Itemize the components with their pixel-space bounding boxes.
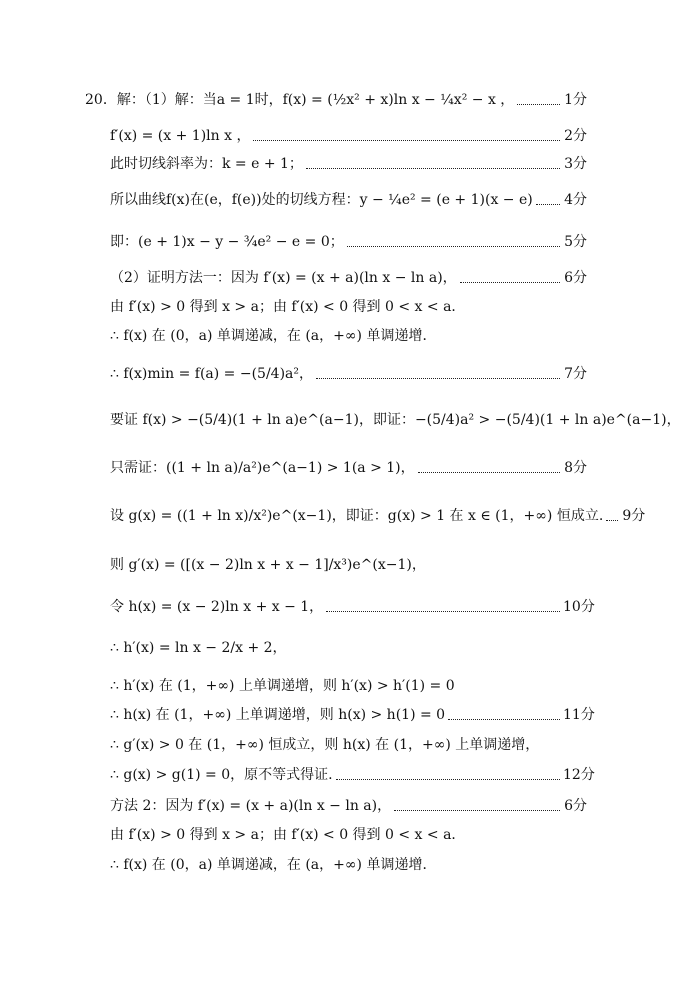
score-mark: 4分 (564, 192, 587, 208)
solution-line-2 (110, 126, 587, 146)
line-text: f′(x) = (x + 1)ln x ， (110, 128, 251, 144)
line-text: ∴ h′(x) = ln x − 2/x + 2， (110, 640, 287, 656)
dot-leader (253, 140, 560, 141)
solution-line-9 (110, 364, 587, 384)
line-text: ∴ f(x) 在 (0，a) 单调递减，在 (a，+∞) 单调递增． (110, 857, 437, 873)
dot-leader (418, 472, 560, 473)
solution-line-17 (110, 705, 595, 725)
solution-line-3 (110, 154, 587, 174)
score-mark: 10分 (563, 599, 595, 615)
solution-line-6 (110, 268, 587, 288)
line-text: 要证 f(x) > −(5/4)(1 + ln a)e^(a−1)，即证：−(5/4)a² > −(5/4)(1 + ln a)e^(a−1)， (110, 412, 681, 428)
line-text: ∴ f(x) 在 (0，a) 单调递减，在 (a，+∞) 单调递增． (110, 328, 437, 344)
solution-line-15 (110, 638, 587, 658)
dot-leader (394, 810, 560, 811)
solution-line-14 (110, 597, 595, 617)
score-mark: 1分 (564, 92, 587, 108)
dot-leader (460, 282, 560, 283)
line-text: 即：(e + 1)x − y − ¾e² − e = 0； (110, 234, 344, 250)
line-text: ∴ h(x) 在 (1，+∞) 上单调递增，则 h(x) > h(1) = 0 (110, 707, 446, 723)
line-text: 则 g′(x) = ([(x − 2)ln x + x − 1]/x³)e^(x−1)， (110, 557, 426, 573)
solution-line-12 (110, 506, 646, 526)
score-mark: 6分 (564, 270, 587, 286)
solution-line-20 (110, 796, 587, 816)
solution-line-4 (110, 190, 587, 210)
line-text: ∴ g(x) > g(1) = 0，原不等式得证. (110, 767, 333, 783)
line-text: ∴ g′(x) > 0 在 (1，+∞) 恒成立，则 h(x) 在 (1，+∞) 上单调递增， (110, 737, 540, 753)
solution-line-5 (110, 232, 587, 252)
score-mark: 11分 (563, 707, 595, 723)
dot-leader (606, 520, 618, 521)
solution-line-21 (110, 825, 587, 845)
solution-line-18 (110, 735, 587, 755)
line-text: 设 g(x) = ((1 + ln x)/x²)e^(x−1)，即证：g(x) > 1 在 x ∈ (1，+∞) 恒成立. (110, 508, 604, 524)
dot-leader (306, 168, 560, 169)
dot-leader (448, 719, 560, 720)
solution-line-8 (110, 326, 587, 346)
line-text: 由 f′(x) > 0 得到 x > a；由 f′(x) < 0 得到 0 < x < a． (110, 299, 466, 315)
solution-line-13 (110, 555, 587, 575)
dot-leader (536, 204, 560, 205)
line-text: 此时切线斜率为：k = e + 1； (110, 156, 303, 172)
score-mark: 7分 (564, 366, 587, 382)
line-text: 所以曲线f(x)在(e，f(e))处的切线方程：y − ¼e² = (e + 1)(x − e) (110, 192, 533, 208)
solution-line-22 (110, 855, 587, 875)
solution-line-10 (110, 410, 681, 430)
line-text: 只需证：((1 + ln a)/a²)e^(a−1) > 1(a > 1)， (110, 460, 415, 476)
score-mark: 12分 (563, 767, 595, 783)
score-mark: 2分 (564, 128, 587, 144)
solution-line-16 (110, 676, 587, 696)
score-mark: 3分 (564, 156, 587, 172)
line-text: 方法 2：因为 f′(x) = (x + a)(ln x − ln a)， (110, 798, 392, 814)
dot-leader (517, 104, 560, 105)
solution-line-7 (110, 297, 587, 317)
line-text: ∴ h′(x) 在 (1，+∞) 上单调递增，则 h′(x) > h′(1) = 0 (110, 678, 455, 694)
score-mark: 8分 (564, 460, 587, 476)
dot-leader (336, 779, 560, 780)
line-text: （2）证明方法一：因为 f′(x) = (x + a)(ln x − ln a)， (110, 270, 457, 286)
line-text: 20．解：（1）解：当a = 1时，f(x) = (½x² + x)ln x − ¼x² − x ， (85, 92, 515, 108)
solution-line-11 (110, 458, 587, 478)
score-mark: 5分 (564, 234, 587, 250)
line-text: ∴ f(x)min = f(a) = −(5/4)a²， (110, 366, 313, 382)
dot-leader (316, 378, 560, 379)
solution-line-1 (85, 90, 587, 110)
dot-leader (347, 246, 560, 247)
score-mark: 9分 (622, 508, 646, 524)
line-text: 令 h(x) = (x − 2)ln x + x − 1， (110, 599, 324, 615)
line-text: 由 f′(x) > 0 得到 x > a；由 f′(x) < 0 得到 0 < x < a． (110, 827, 466, 843)
score-mark: 6分 (564, 798, 587, 814)
dot-leader (326, 611, 560, 612)
solution-line-19 (110, 765, 595, 785)
